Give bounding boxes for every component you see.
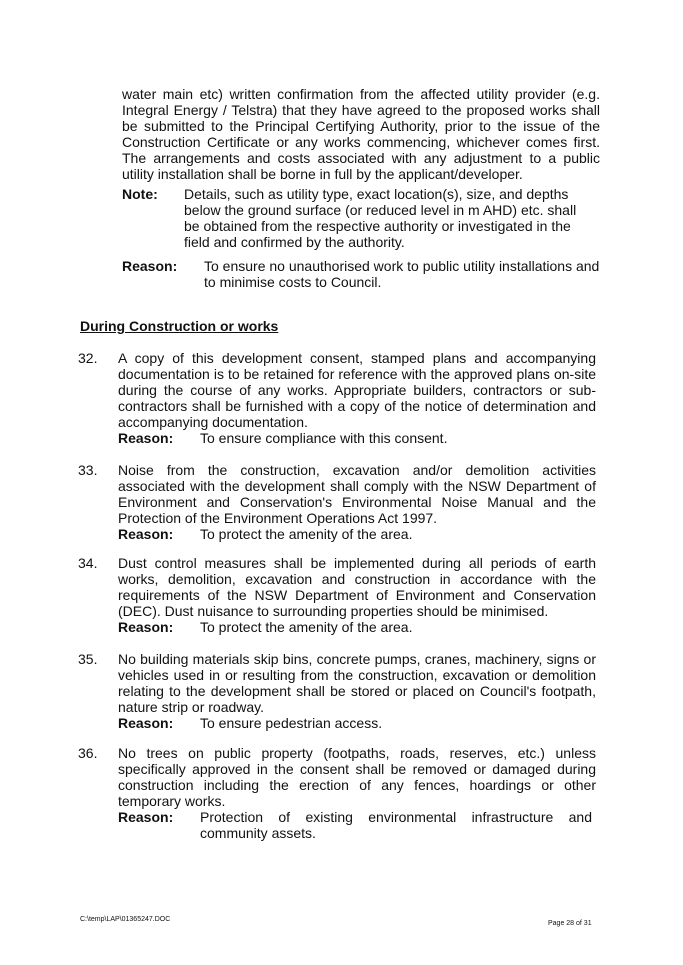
condition-body bbox=[118, 555, 596, 635]
section-heading: During Construction or works bbox=[80, 318, 279, 334]
condition-text: Noise from the construction, excavation and/or demolition activities associated with the development shall comply with the NSW Department of Environment and Conservation's Environmental Noise Manual and the Protection of the Environment Operations Act 1997. bbox=[118, 462, 596, 526]
reason-label: Reason: bbox=[118, 619, 174, 635]
condition-text: Dust control measures shall be implemented during all periods of earth works, demolition, excavation and construction in accordance with the requirements of the NSW Department of Environment and Conservation (DEC). Dust nuisance to surrounding properties should be minimised. bbox=[118, 555, 596, 619]
reason-label: Reason: bbox=[122, 258, 178, 274]
reason-text: To ensure compliance with this consent. bbox=[200, 430, 448, 446]
condition-number: 33. bbox=[78, 462, 98, 478]
condition-number: 32. bbox=[78, 350, 98, 366]
condition-text: No building materials skip bins, concrete pumps, cranes, machinery, signs or vehicles used in or resulting from the construction, excavation or demolition relating to the development shall be stored or placed on Council's footpath, nature strip or roadway. bbox=[118, 651, 596, 715]
reason-text: To protect the amenity of the area. bbox=[200, 619, 413, 635]
condition-reason bbox=[118, 526, 596, 542]
condition-number: 36. bbox=[78, 745, 98, 761]
condition-reason bbox=[118, 715, 596, 731]
condition-body bbox=[118, 462, 596, 542]
reason-label: Reason: bbox=[118, 526, 174, 542]
condition-reason bbox=[118, 619, 596, 635]
reason-label: Reason: bbox=[118, 809, 174, 825]
footer-file-path: C:\temp\LAP\01365247.DOC bbox=[80, 916, 171, 923]
note-label: Note: bbox=[122, 186, 158, 202]
reason-text: To ensure pedestrian access. bbox=[200, 715, 383, 731]
reason-text: Protection of existing environmental infrastructure and community assets. bbox=[200, 809, 592, 841]
reason-label: Reason: bbox=[118, 715, 174, 731]
condition-text: A copy of this development consent, stamped plans and accompanying documentation is to be retained for reference with the approved plans on-site during the course of any works. Appropriate builders, contractors or sub-contractors shall be furnished with a copy of the notice of determination and accompanying documentation. bbox=[118, 350, 596, 430]
reason-text: To ensure no unauthorised work to public utility installations and to minimise costs to Council. bbox=[204, 258, 600, 290]
condition-body bbox=[118, 651, 596, 731]
condition-reason bbox=[118, 809, 596, 841]
condition-text: No trees on public property (footpaths, roads, reserves, etc.) unless specifically approved in the consent shall be removed or damaged during construction including the erection of any fences, hoardings or other temporary works. bbox=[118, 745, 596, 809]
condition-body bbox=[118, 350, 596, 446]
reason-text: To protect the amenity of the area. bbox=[200, 526, 413, 542]
reason-label: Reason: bbox=[118, 430, 174, 446]
condition-number: 35. bbox=[78, 651, 98, 667]
footer-page-number: Page 28 of 31 bbox=[548, 920, 592, 927]
condition-number: 34. bbox=[78, 555, 98, 571]
condition-reason bbox=[118, 430, 596, 446]
continuation-paragraph: water main etc) written confirmation from the affected utility provider (e.g. Integral Energy / Telstra) that they have agreed to the proposed works shall be submitted to the Principal Certifying Authority, prior to the issue of the Construction Certificate or any works commencing, whichever comes first. The arrangements and costs associated with any adjustment to a public utility installation shall be borne in full by the applicant/developer. bbox=[122, 86, 600, 182]
condition-body bbox=[118, 745, 596, 841]
note-text: Details, such as utility type, exact location(s), size, and depths below the ground surface (or reduced level in m AHD) etc. shall be obtained from the respective authority or investigated in the field and confirmed by the authority. bbox=[184, 186, 577, 250]
